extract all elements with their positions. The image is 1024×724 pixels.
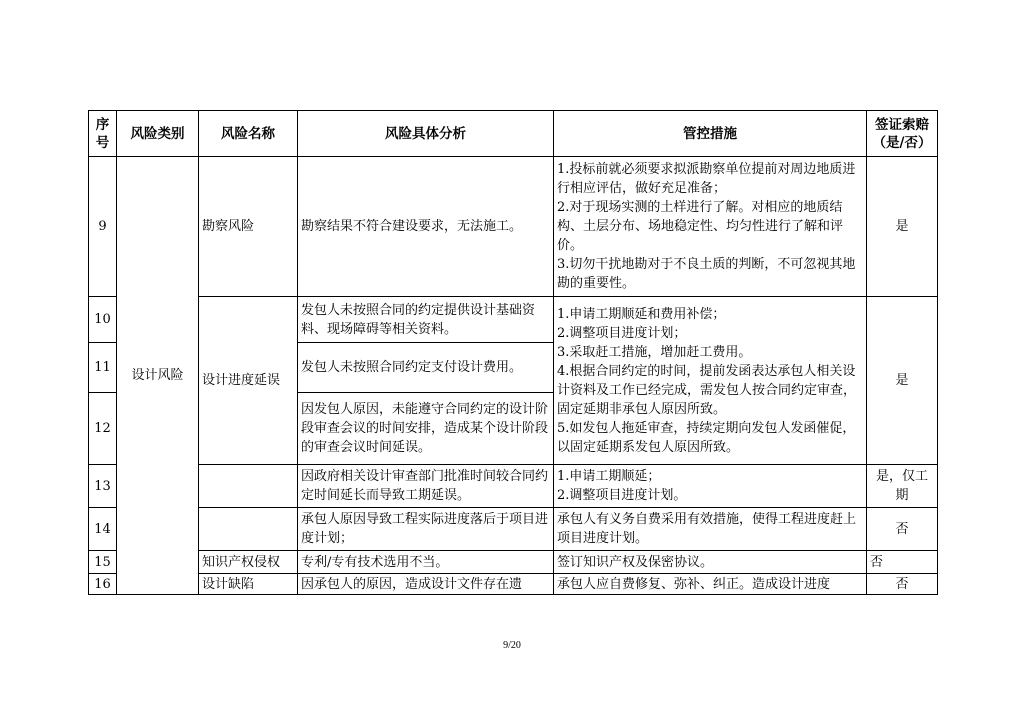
header-claim: 签证索赔（是/否） [867,111,938,157]
cell-analysis: 因承包人的原因，造成设计文件存在遗 [298,574,554,595]
table-row [89,297,938,343]
measure-line: 3.采取赶工措施，增加赶工费用。 [557,344,752,360]
header-category: 风险类别 [117,111,199,157]
cell-name [199,508,298,551]
measure-line: 3.切勿干扰地勘对于不良土质的判断，不可忽视其地勘的重要性。 [557,257,856,291]
cell-claim: 否 [867,508,938,551]
cell-measures: 签订知识产权及保密协议。 [554,551,867,574]
cell-analysis: 勘察结果不符合建设要求，无法施工。 [298,157,554,297]
cell-seq: 14 [89,508,117,551]
cell-name: 设计进度延误 [199,297,298,465]
table-row [89,574,938,595]
cell-analysis: 发包人未按照合同约定支付设计费用。 [298,343,554,393]
measure-line: 1.申请工期顺延； [557,469,661,484]
table-row [89,157,938,297]
cell-claim: 是 [867,297,938,465]
measure-line: 1.投标前就必须要求拟派勘察单位提前对周边地质进行相应评估，做好充足准备； [557,162,856,196]
table-row [89,551,938,574]
cell-seq: 11 [89,343,117,393]
cell-name: 勘察风险 [199,157,298,297]
header-name: 风险名称 [199,111,298,157]
cell-analysis: 因发包人原因，未能遵守合同约定的设计阶段审查会议的时间安排，造成某个设计阶段的审查会议时间延误。 [298,393,554,465]
table-row [89,465,938,508]
cell-seq: 12 [89,393,117,465]
cell-name: 知识产权侵权 [199,551,298,574]
cell-seq: 15 [89,551,117,574]
cell-name: 设计缺陷 [199,574,298,595]
cell-measures [554,465,867,508]
header-seq: 序号 [89,111,117,157]
table-header-row [89,111,938,157]
risk-table [88,110,938,595]
cell-measures [554,157,867,297]
cell-category: 设计风险 [117,157,199,595]
cell-measures [554,297,867,465]
cell-analysis: 因政府相关设计审查部门批准时间较合同约定时间延长而导致工期延误。 [298,465,554,508]
cell-measures: 承包人应自费修复、弥补、纠正。造成设计进度 [554,574,867,595]
cell-seq: 9 [89,157,117,297]
header-measures: 管控措施 [554,111,867,157]
cell-analysis: 专利/专有技术选用不当。 [298,551,554,574]
measure-line: 2.调整项目进度计划； [557,325,687,341]
measure-line: 4.根据合同约定的时间，提前发函表达承包人相关设计资料及工作已经完成，需发包人按合同约定审查，固定延期非承包人原因所致。 [557,363,857,417]
measure-line: 2.对于现场实测的土样进行了解。对相应的地质结构、土层分布、场地稳定性、均匀性进行了解和评价。 [557,200,844,253]
measure-line: 2.调整项目进度计划。 [557,488,687,503]
cell-claim: 是 [867,157,938,297]
cell-seq: 16 [89,574,117,595]
cell-measures: 承包人有义务自费采用有效措施，使得工程进度赶上项目进度计划。 [554,508,867,551]
measure-line: 1.申请工期顺延和费用补偿； [557,306,726,322]
measure-line: 5.如发包人拖延审查，持续定期向发包人发函催促，以固定延期系发包人原因所致。 [557,420,856,455]
cell-analysis: 承包人原因导致工程实际进度落后于项目进度计划； [298,508,554,551]
cell-seq: 10 [89,297,117,343]
cell-seq: 13 [89,465,117,508]
cell-claim: 是，仅工期 [867,465,938,508]
cell-claim: 否 [867,574,938,595]
page-number: 9/20 [503,640,521,651]
cell-analysis: 发包人未按照合同的约定提供设计基础资料、现场障碍等相关资料。 [298,297,554,343]
cell-name [199,465,298,508]
cell-claim: 否 [867,551,938,574]
table-row [89,508,938,551]
header-analysis: 风险具体分析 [298,111,554,157]
